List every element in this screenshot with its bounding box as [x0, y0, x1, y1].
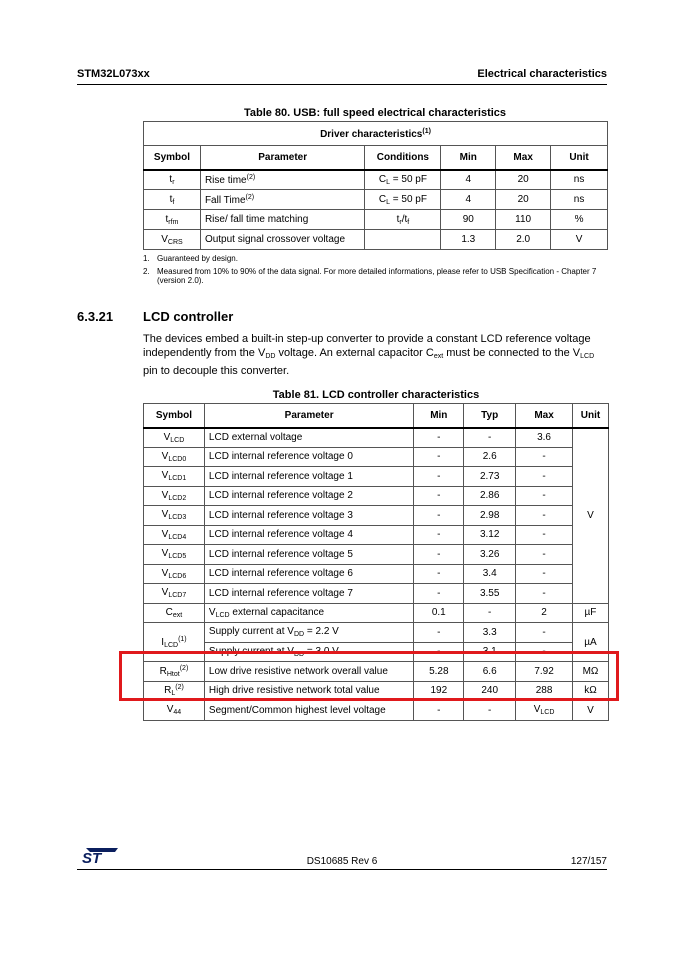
unit-cell: MΩ — [572, 662, 608, 682]
table-row — [144, 428, 609, 448]
symbol-cell: $V_{LCD4}$ — [144, 525, 205, 545]
table-row — [144, 506, 609, 526]
max-cell: - — [516, 525, 573, 545]
table-row — [144, 486, 609, 506]
min-cell: 192 — [414, 681, 464, 701]
conditions-cell — [365, 230, 441, 250]
max-cell: - — [516, 447, 573, 467]
chapter-title: Electrical characteristics — [477, 68, 607, 80]
column-header: Symbol — [144, 404, 205, 428]
table-81-header-row — [144, 404, 609, 428]
unit-cell: ns — [551, 170, 608, 190]
table-row — [144, 447, 609, 467]
min-cell: 4 — [441, 190, 496, 210]
column-header: Min — [414, 404, 464, 428]
table-80-caption: Table 80. USB: full speed electrical characteristics — [243, 107, 507, 119]
svg-text:ST: ST — [82, 850, 102, 864]
highlight-box — [119, 651, 619, 701]
parameter-cell: LCD internal reference voltage 6 — [204, 564, 413, 584]
conditions-cell: $C_L = 50$ pF — [365, 170, 441, 190]
table-80 — [143, 121, 608, 250]
unit-cell: ns — [551, 190, 608, 210]
typ-cell: 3.4 — [464, 564, 516, 584]
parameter-cell: Rise time$^{(2)}$ — [200, 170, 365, 190]
table-row — [144, 190, 608, 210]
max-cell: $V_{LCD}$ — [516, 701, 573, 721]
table-row — [144, 623, 609, 643]
column-header: Max — [496, 146, 551, 170]
table-row — [144, 170, 608, 190]
typ-cell: 2.98 — [464, 506, 516, 526]
symbol-cell: $I_{LCD}^{(1)}$ — [144, 623, 205, 662]
parameter-cell: LCD internal reference voltage 4 — [204, 525, 413, 545]
symbol-cell: $V_{LCD7}$ — [144, 584, 205, 604]
min-cell: - — [414, 545, 464, 565]
typ-cell: 2.6 — [464, 447, 516, 467]
table-row — [144, 701, 609, 721]
parameter-cell: LCD internal reference voltage 0 — [204, 447, 413, 467]
symbol-cell: $R_{Htot}^{(2)}$ — [144, 662, 205, 682]
min-cell: 5.28 — [414, 662, 464, 682]
min-cell: - — [414, 506, 464, 526]
max-cell: - — [516, 564, 573, 584]
typ-cell: 6.6 — [464, 662, 516, 682]
max-cell: 2.0 — [496, 230, 551, 250]
max-cell: - — [516, 642, 573, 662]
symbol-cell: $V_{LCD3}$ — [144, 506, 205, 526]
conditions-cell: $t_r/t_f$ — [365, 210, 441, 230]
min-cell: - — [414, 564, 464, 584]
max-cell: - — [516, 584, 573, 604]
footnote: 1. Guaranteed by design. — [143, 254, 238, 263]
min-cell: 90 — [441, 210, 496, 230]
min-cell: - — [414, 428, 464, 448]
min-cell: - — [414, 584, 464, 604]
conditions-cell: $C_L = 50$ pF — [365, 190, 441, 210]
typ-cell: 3.3 — [464, 623, 516, 643]
unit-cell: µA — [572, 623, 608, 662]
typ-cell: - — [464, 428, 516, 448]
column-header: Unit — [551, 146, 608, 170]
symbol-cell: $t_f$ — [144, 190, 201, 210]
symbol-cell: $V_{CRS}$ — [144, 230, 201, 250]
typ-cell: 2.86 — [464, 486, 516, 506]
column-header: Unit — [572, 404, 608, 428]
min-cell: 0.1 — [414, 603, 464, 623]
typ-cell: 3.12 — [464, 525, 516, 545]
parameter-cell: LCD internal reference voltage 1 — [204, 467, 413, 487]
column-header: Conditions — [365, 146, 441, 170]
symbol-cell: $V_{LCD0}$ — [144, 447, 205, 467]
table-row — [144, 210, 608, 230]
min-cell: - — [414, 642, 464, 662]
max-cell: 20 — [496, 170, 551, 190]
table-80-notes — [143, 254, 607, 289]
max-cell: - — [516, 545, 573, 565]
table-row — [144, 467, 609, 487]
max-cell: - — [516, 486, 573, 506]
min-cell: - — [414, 525, 464, 545]
min-cell: 4 — [441, 170, 496, 190]
parameter-cell: Low drive resistive network overall value — [204, 662, 413, 682]
max-cell: 7.92 — [516, 662, 573, 682]
typ-cell: - — [464, 603, 516, 623]
typ-cell: - — [464, 701, 516, 721]
min-cell: - — [414, 447, 464, 467]
symbol-cell: $V_{LCD5}$ — [144, 545, 205, 565]
document-title: STM32L073xx — [77, 68, 150, 80]
footer-rule — [77, 869, 607, 870]
column-header: Max — [516, 404, 573, 428]
max-cell: 2 — [516, 603, 573, 623]
typ-cell: 240 — [464, 681, 516, 701]
max-cell: - — [516, 506, 573, 526]
parameter-cell: LCD external voltage — [204, 428, 413, 448]
symbol-cell: $V_{44}$ — [144, 701, 205, 721]
table-80-group-header: Driver characteristics$^{(1)}$ — [144, 122, 608, 146]
unit-cell: V — [551, 230, 608, 250]
parameter-cell: Segment/Common highest level voltage — [204, 701, 413, 721]
symbol-cell: $V_{LCD}$ — [144, 428, 205, 448]
table-row — [144, 525, 609, 545]
section-number: 6.3.21 — [77, 309, 114, 324]
unit-cell: kΩ — [572, 681, 608, 701]
table-row — [144, 545, 609, 565]
table-row — [144, 603, 609, 623]
max-cell: - — [516, 467, 573, 487]
parameter-cell: High drive resistive network total value — [204, 681, 413, 701]
symbol-cell: $V_{LCD1}$ — [144, 467, 205, 487]
symbol-cell: $V_{LCD2}$ — [144, 486, 205, 506]
parameter-cell: Supply current at $V_{DD} = 3.0$ V — [204, 642, 413, 662]
symbol-cell: $V_{LCD6}$ — [144, 564, 205, 584]
parameter-cell: Rise/ fall time matching — [200, 210, 365, 230]
page-number: 127/157 — [570, 856, 607, 867]
symbol-cell: $t_{rfm}$ — [144, 210, 201, 230]
parameter-cell: Supply current at $V_{DD} = 2.2$ V — [204, 623, 413, 643]
min-cell: 1.3 — [441, 230, 496, 250]
unit-cell: µF — [572, 603, 608, 623]
min-cell: - — [414, 467, 464, 487]
parameter-cell: LCD internal reference voltage 2 — [204, 486, 413, 506]
max-cell: 110 — [496, 210, 551, 230]
unit-cell: V — [572, 701, 608, 721]
max-cell: 20 — [496, 190, 551, 210]
column-header: Typ — [464, 404, 516, 428]
parameter-cell: $V_{LCD}$ external capacitance — [204, 603, 413, 623]
max-cell: 288 — [516, 681, 573, 701]
table-80-header-row — [144, 146, 608, 170]
max-cell: - — [516, 623, 573, 643]
max-cell: 3.6 — [516, 428, 573, 448]
section-title: LCD controller — [143, 309, 234, 324]
typ-cell: 2.73 — [464, 467, 516, 487]
min-cell: - — [414, 486, 464, 506]
table-row — [144, 230, 608, 250]
column-header: Parameter — [204, 404, 413, 428]
parameter-cell: Fall Time$^{(2)}$ — [200, 190, 365, 210]
min-cell: - — [414, 623, 464, 643]
column-header: Parameter — [200, 146, 365, 170]
typ-cell: 3.1 — [464, 642, 516, 662]
parameter-cell: LCD internal reference voltage 7 — [204, 584, 413, 604]
parameter-cell: Output signal crossover voltage — [200, 230, 365, 250]
table-81-caption: Table 81. LCD controller characteristics — [272, 389, 480, 401]
table-row — [144, 564, 609, 584]
header-rule — [77, 84, 607, 85]
symbol-cell: $t_r$ — [144, 170, 201, 190]
footnote: 2. Measured from 10% to 90% of the data signal. For more detailed informations, please refer to USB Specification - Chapter 7 (version 2.0). — [143, 267, 597, 285]
table-row — [144, 584, 609, 604]
unit-cell: % — [551, 210, 608, 230]
symbol-cell: $R_L^{(2)}$ — [144, 681, 205, 701]
typ-cell: 3.55 — [464, 584, 516, 604]
parameter-cell: LCD internal reference voltage 5 — [204, 545, 413, 565]
column-header: Symbol — [144, 146, 201, 170]
min-cell: - — [414, 701, 464, 721]
section-paragraph: The devices embed a built-in step-up converter to provide a constant LCD reference voltage independently from the $V_{DD}$ voltage. An external capacitor $C_{ext}$ must be connected to the $V_{LCD}$ pin to decouple this converter. — [143, 333, 595, 377]
symbol-cell: $C_{ext}$ — [144, 603, 205, 623]
document-revision: DS10685 Rev 6 — [306, 856, 378, 867]
unit-cell: V — [572, 428, 608, 604]
column-header: Min — [441, 146, 496, 170]
typ-cell: 3.26 — [464, 545, 516, 565]
parameter-cell: LCD internal reference voltage 3 — [204, 506, 413, 526]
